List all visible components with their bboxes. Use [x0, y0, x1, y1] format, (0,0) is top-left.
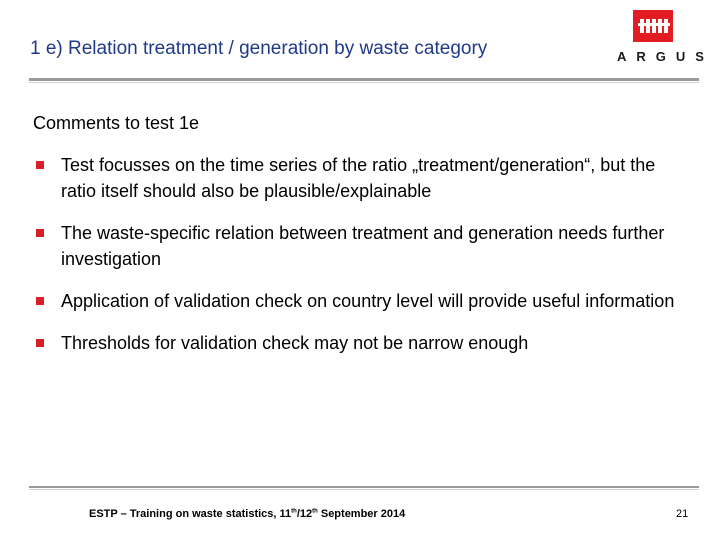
bullet-item — [36, 220, 686, 272]
footer-text-suffix: September 2014 — [317, 508, 406, 520]
footer-divider-shadow — [29, 489, 699, 490]
bullet-item — [36, 288, 686, 314]
footer-divider — [29, 486, 699, 488]
bullet-text: Application of validation check on country level will provide useful information — [61, 291, 675, 311]
footer-sup-2: th — [312, 508, 318, 515]
bullet-text: Thresholds for validation check may not be narrow enough — [61, 333, 529, 353]
square-bullet-icon — [36, 229, 44, 237]
square-bullet-icon — [36, 339, 44, 347]
logo-wordmark: ARGUS — [617, 49, 714, 64]
page-number: 21 — [676, 508, 689, 520]
bullet-text: Test focusses on the time series of the ratio „treatment/generation“, but the ratio itself should also be plausible/explainable — [61, 155, 656, 201]
section-heading: Comments to test 1e — [33, 113, 200, 133]
header-divider-shadow — [29, 82, 699, 83]
footer-text — [89, 508, 405, 520]
footer-text-mid: /12 — [296, 508, 313, 520]
bullet-item — [36, 330, 686, 356]
footer-text-prefix: ESTP – Training on waste statistics, 11 — [89, 508, 292, 520]
slide-title: 1 e) Relation treatment / generation by waste category — [30, 38, 488, 59]
square-bullet-icon — [36, 161, 44, 169]
header-divider — [29, 78, 699, 81]
footer-sup-1: th — [291, 508, 297, 515]
bullet-text: The waste-specific relation between treatment and generation needs further investigation — [61, 223, 665, 269]
bullet-item — [36, 152, 686, 204]
bullet-list — [36, 152, 686, 356]
argus-logo — [617, 10, 713, 66]
square-bullet-icon — [36, 297, 44, 305]
argus-logo-icon — [633, 10, 673, 42]
